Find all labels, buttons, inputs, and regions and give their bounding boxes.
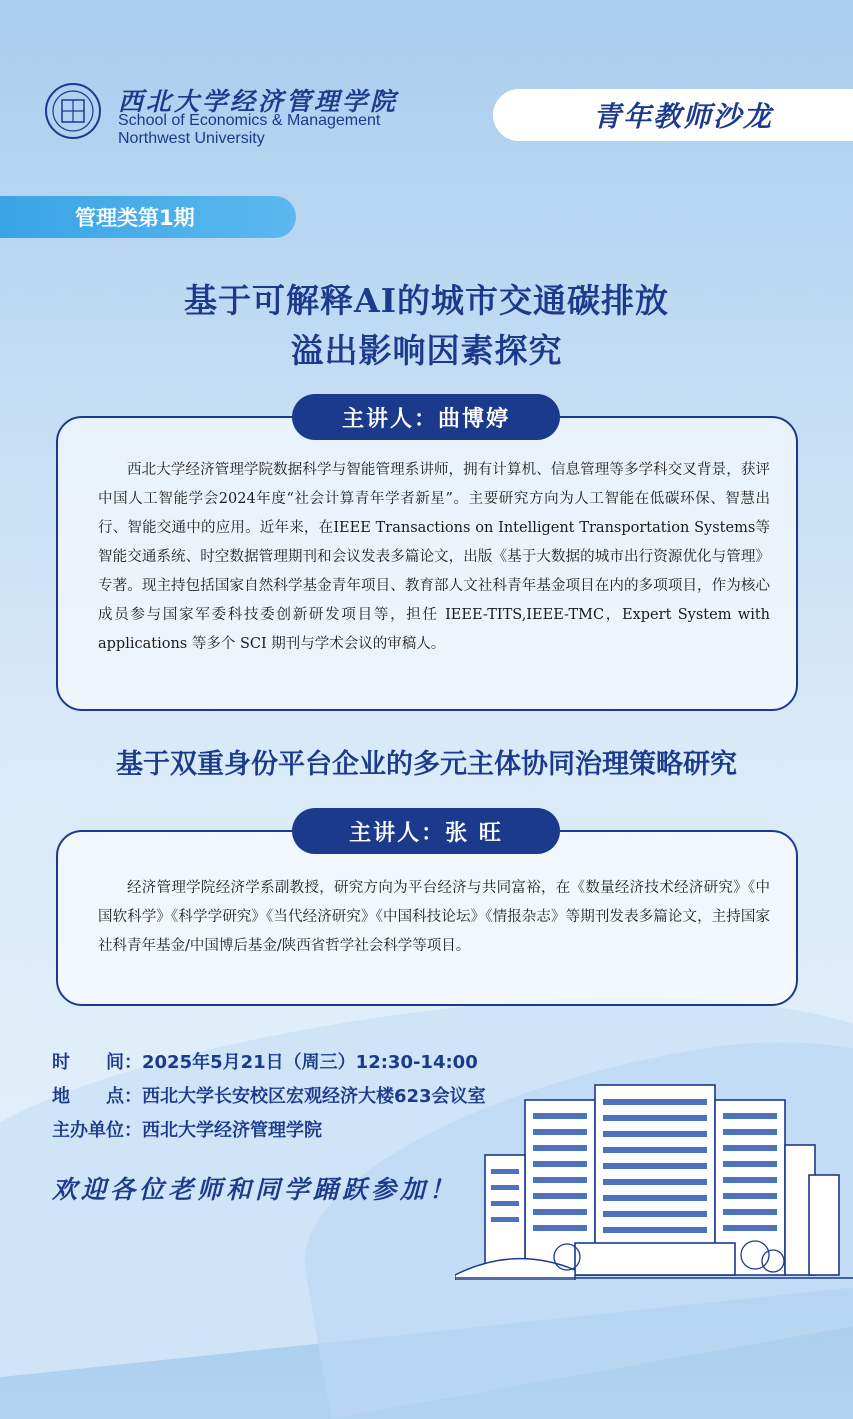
- salon-badge: 青年教师沙龙: [493, 89, 853, 141]
- university-seal-logo: [44, 82, 102, 140]
- talk2-speaker-pill: 主讲人：张 旺: [292, 808, 560, 854]
- university-name-en-line2: Northwest University: [118, 130, 265, 147]
- event-place: [52, 1084, 486, 1110]
- talk1-title-line2: 溢出影响因素探究: [290, 331, 563, 370]
- talk1-speaker-pill: 主讲人：曲博婷: [292, 394, 560, 440]
- welcome-message: 欢迎各位老师和同学踊跃参加！: [52, 1175, 459, 1204]
- talk2-bio-box: [56, 830, 798, 1006]
- issue-label: 管理类第1期: [0, 196, 296, 238]
- event-host: [52, 1118, 322, 1144]
- event-place-label: 地 点：: [52, 1086, 142, 1107]
- event-time: [52, 1050, 478, 1076]
- talk1-title-line1: 基于可解释AI的城市交通碳排放: [183, 281, 670, 320]
- event-time-value: 2025年5月21日（周三）12:30-14:00: [142, 1052, 478, 1073]
- talk1-bio-box: [56, 416, 798, 711]
- event-host-label: 主办单位：: [52, 1120, 142, 1141]
- talk1-bio-text: 西北大学经济管理学院数据科学与智能管理系讲师，拥有计算机、信息管理等多学科交叉背景，获评中国人工智能学会2024年度“社会计算青年学者新星”。主要研究方向为人工智能在低碳环保、智慧出行、智能交通中的应用。近年来，在IEEE Transactions on Intelligent Transportation Systems等智能交通系统、时空数据管理期刊和会议发表多篇论文，出版《基于大数据的城市出行资源优化与管理》专著。现主持包括国家自然科学基金青年项目、教育部人文社科青年基金项目在内的多项项目，作为核心成员参与国家军委科技委创新研发项目等，担任 IEEE-TITS,IEEE-TMC，Expert System with applications 等多个 SCI 期刊与学术会议的审稿人。: [98, 462, 770, 652]
- event-time-label: 时 间：: [52, 1052, 142, 1073]
- building-illustration: [455, 1065, 853, 1280]
- university-name-cn: 西北大学经济管理学院: [118, 87, 399, 116]
- event-place-value: 西北大学长安校区宏观经济大楼623会议室: [142, 1086, 486, 1107]
- talk2-title: 基于双重身份平台企业的多元主体协同治理策略研究: [116, 749, 737, 780]
- talk2-bio-text: 经济管理学院经济学系副教授，研究方向为平台经济与共同富裕，在《数量经济技术经济研究》《中国软科学》《科学学研究》《当代经济研究》《中国科技论坛》《情报杂志》等期刊发表多篇论文，主持国家社科青年基金/中国博后基金/陕西省哲学社会科学等项目。: [98, 880, 770, 954]
- university-name-en-line1: School of Economics & Management: [118, 112, 381, 129]
- event-host-value: 西北大学经济管理学院: [142, 1120, 322, 1141]
